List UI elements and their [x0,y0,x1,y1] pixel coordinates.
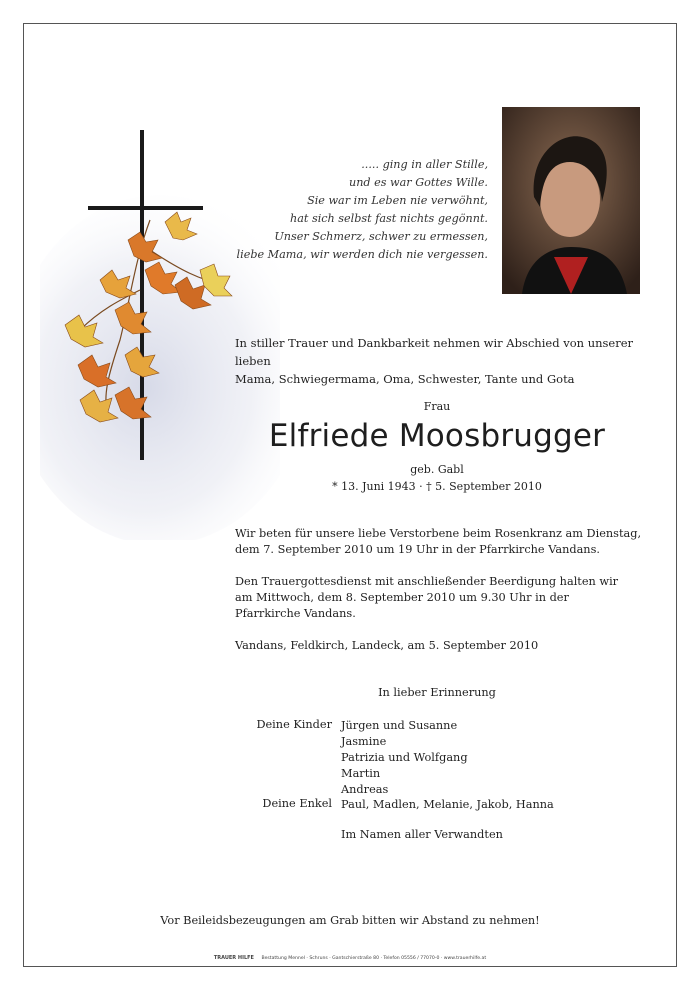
funeral-line: Den Trauergottesdienst mit anschließender Beerdigung halten wir [235,575,619,588]
funeral-paragraph [235,574,645,622]
child-entry: Andreas [341,783,389,796]
children-label: Deine Kinder [256,718,332,731]
poem-line: hat sich selbst fast nichts gegönnt. [290,212,488,225]
poem-line: liebe Mama, wir werden dich nie vergessen. [236,248,488,261]
grandchildren-label: Deine Enkel [262,797,332,810]
portrait-photo [502,107,640,294]
grandchildren-list [341,797,554,813]
footer-brand: TRAUER HILFE [213,955,254,961]
poem-line: ..... ging in aller Stille, [361,158,488,171]
footer-text: Bestattung Mennel · Schruns · Gantschierstraße 80 · Telefon 05556 / 77070-0 · www.trauerhilfe.at [261,956,487,961]
intro-line: Mama, Schwiegermama, Oma, Schwester, Tante und Gota [235,372,575,386]
condolence-note: Vor Beileidsbezeugungen am Grab bitten wir Abstand zu nehmen! [160,914,540,927]
poem [188,156,488,264]
poem-line: Unser Schmerz, schwer zu ermessen, [274,230,488,243]
funeral-line: Pfarrkirche Vandans. [235,607,356,620]
place-date: Vandans, Feldkirch, Landeck, am 5. September 2010 [235,639,539,652]
poem-line: Sie war im Leben nie verwöhnt, [307,194,488,207]
salutation: Frau [423,400,451,413]
poem-line: und es war Gottes Wille. [349,176,488,189]
footer [23,955,677,961]
child-entry: Jasmine [341,735,387,748]
funeral-line: am Mittwoch, dem 8. September 2010 um 9.30 Uhr in der [235,591,569,604]
intro-text [235,334,645,388]
rosary-paragraph [235,526,645,558]
child-entry: Jürgen und Susanne [341,719,458,732]
rosary-line: dem 7. September 2010 um 19 Uhr in der Pfarrkirche Vandans. [235,543,600,556]
children-list [341,718,468,798]
relatives-line: Im Namen aller Verwandten [341,828,503,841]
birth-name: geb. Gabl [410,463,464,476]
memory-heading: In lieber Erinnerung [378,686,496,699]
rosary-line: Wir beten für unsere liebe Verstorbene beim Rosenkranz am Dienstag, [235,527,642,540]
deceased-name: Elfriede Moosbrugger [268,418,606,454]
child-entry: Patrizia und Wolfgang [341,751,468,764]
child-entry: Martin [341,767,381,780]
grandchildren-entry: Paul, Madlen, Melanie, Jakob, Hanna [341,798,554,811]
life-dates: * 13. Juni 1943 · † 5. September 2010 [332,480,542,493]
intro-line: In stiller Trauer und Dankbarkeit nehmen wir Abschied von unserer lieben [235,336,634,368]
